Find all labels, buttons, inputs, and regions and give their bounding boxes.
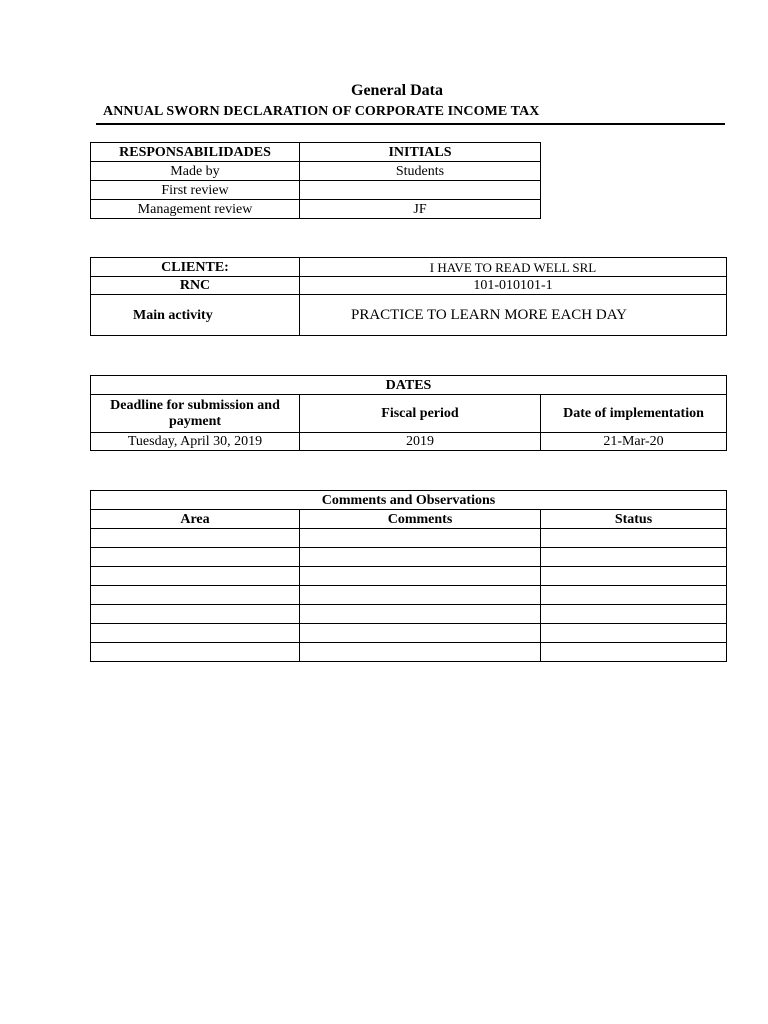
comments-cell[interactable] xyxy=(300,586,541,605)
table-row xyxy=(91,624,727,643)
comments-table xyxy=(90,490,727,662)
table-title-row xyxy=(91,491,727,510)
table-row xyxy=(91,433,727,451)
table-row xyxy=(91,567,727,586)
table-row xyxy=(91,295,727,336)
table-row xyxy=(91,258,727,277)
initials-cell[interactable]: Students xyxy=(300,162,541,181)
status-cell[interactable] xyxy=(541,643,727,662)
table-header-row xyxy=(91,510,727,529)
client-table xyxy=(90,257,727,336)
fiscal-period-header: Fiscal period xyxy=(300,395,541,433)
table-row xyxy=(91,548,727,567)
table-title-row xyxy=(91,376,727,395)
header-rule xyxy=(96,123,725,125)
area-header: Area xyxy=(91,510,300,529)
page-title: General Data xyxy=(351,82,443,99)
table-header-row xyxy=(91,395,727,433)
deadline-header: Deadline for submission and payment xyxy=(91,395,300,433)
area-cell[interactable] xyxy=(91,605,300,624)
comments-cell[interactable] xyxy=(300,624,541,643)
responsibilities-header: RESPONSABILIDADES xyxy=(91,143,300,162)
initials-cell[interactable] xyxy=(300,181,541,200)
area-cell[interactable] xyxy=(91,624,300,643)
activity-label: Main activity xyxy=(91,295,300,336)
area-cell[interactable] xyxy=(91,567,300,586)
responsibility-label: Made by xyxy=(91,162,300,181)
area-cell[interactable] xyxy=(91,643,300,662)
responsibility-label: Management review xyxy=(91,200,300,219)
table-row xyxy=(91,605,727,624)
area-cell[interactable] xyxy=(91,548,300,567)
comments-cell[interactable] xyxy=(300,548,541,567)
comments-cell[interactable] xyxy=(300,567,541,586)
comments-header: Comments xyxy=(300,510,541,529)
implementation-date-value[interactable]: 21-Mar-20 xyxy=(541,433,727,451)
status-cell[interactable] xyxy=(541,624,727,643)
table-row xyxy=(91,162,541,181)
status-cell[interactable] xyxy=(541,548,727,567)
implementation-date-header: Date of implementation xyxy=(541,395,727,433)
table-row xyxy=(91,200,541,219)
area-cell[interactable] xyxy=(91,529,300,548)
responsibilities-table xyxy=(90,142,541,219)
comments-cell[interactable] xyxy=(300,605,541,624)
table-row xyxy=(91,586,727,605)
page-subtitle: ANNUAL SWORN DECLARATION OF CORPORATE INCOME TAX xyxy=(103,104,540,119)
comments-cell[interactable] xyxy=(300,529,541,548)
status-header: Status xyxy=(541,510,727,529)
rnc-label: RNC xyxy=(91,277,300,295)
area-cell[interactable] xyxy=(91,586,300,605)
client-label: CLIENTE: xyxy=(91,258,300,277)
dates-table xyxy=(90,375,727,451)
table-row xyxy=(91,529,727,548)
comments-title: Comments and Observations xyxy=(91,491,727,510)
table-row xyxy=(91,181,541,200)
table-row xyxy=(91,643,727,662)
rnc-value[interactable]: 101-010101-1 xyxy=(300,277,727,295)
status-cell[interactable] xyxy=(541,605,727,624)
client-value[interactable]: I HAVE TO READ WELL SRL xyxy=(300,258,727,277)
responsibility-label: First review xyxy=(91,181,300,200)
fiscal-period-value[interactable]: 2019 xyxy=(300,433,541,451)
initials-header: INITIALS xyxy=(300,143,541,162)
deadline-value[interactable]: Tuesday, April 30, 2019 xyxy=(91,433,300,451)
status-cell[interactable] xyxy=(541,529,727,548)
table-header-row xyxy=(91,143,541,162)
comments-cell[interactable] xyxy=(300,643,541,662)
initials-cell[interactable]: JF xyxy=(300,200,541,219)
dates-title: DATES xyxy=(91,376,727,395)
status-cell[interactable] xyxy=(541,567,727,586)
status-cell[interactable] xyxy=(541,586,727,605)
activity-value[interactable]: PRACTICE TO LEARN MORE EACH DAY xyxy=(300,295,727,336)
table-row xyxy=(91,277,727,295)
